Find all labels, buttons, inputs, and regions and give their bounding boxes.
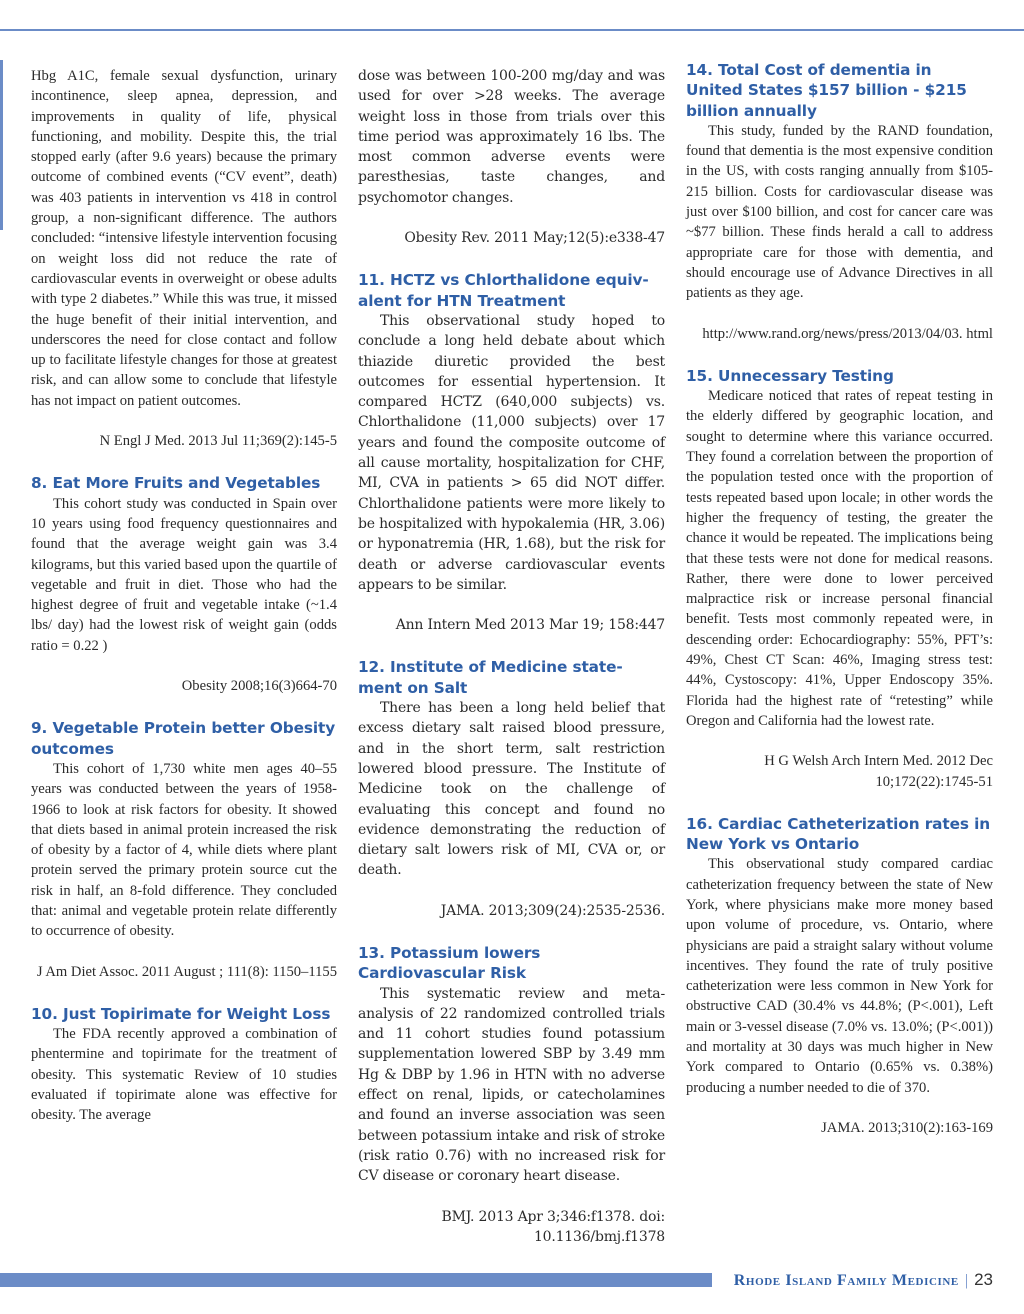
section-15-heading: 15. Unnecessary Testing <box>686 366 894 385</box>
section-13-heading: 13. Potassium lowers Cardiovascular Risk <box>358 943 541 983</box>
section-10-heading: 10. Just Topirimate for Weight Loss <box>31 1004 331 1023</box>
footer-separator: | <box>964 1272 969 1289</box>
section-14-body: This study, funded by the RAND foundation, found that dementia is the most expensive condition in the US, with costs ranging annually from $105-215 billion. Costs for cardiovascular disease was just over $100 billion, and cost for cancer care was ~$77 billion. These finds herald a call to address appropriate care for those with dementia, and should encourage use of Advance Directives in all patients as they age. <box>686 122 993 302</box>
footer-bar <box>0 1273 712 1287</box>
citation: H G Welsh Arch Intern Med. 2012 Dec 10;172(22):1745-51 <box>764 753 993 790</box>
section-10-body: The FDA recently approved a combination of phentermine and topirimate for the treatment of obesity. This systematic Review of 10 studies evaluated if topirimate alone was effective for obesity. The average <box>31 1026 337 1124</box>
citation: Ann Intern Med 2013 Mar 19; 158:447 <box>395 617 665 634</box>
citation: N Engl J Med. 2013 Jul 11;369(2):145-5 <box>99 433 337 450</box>
citation: JAMA. 2013;310(2):163-169 <box>821 1119 993 1136</box>
citation: JAMA. 2013;309(24):2535-2536. <box>440 902 665 919</box>
left-accent-bar <box>0 60 3 230</box>
top-rule <box>0 29 1024 31</box>
section-13-body: This systematic review and meta-analysis of 22 randomized controlled trials and 11 cohort studies found potassium supplementation lowered SBP by 3.49 mm Hg & DBP by 1.96 in HTN with no adverse effect on renal, lipids, or catecholamines and found an inverse association was seen between potassium intake and risk of stroke (risk ratio 0.76) with no increased risk for CV disease or coronary heart disease. <box>358 985 665 1185</box>
section-15-body: Medicare noticed that rates of repeat testing in the elderly differed by geographic location, and sought to determine where this variance occurred. They found a correlation between the proportion of the population tested once with the proportion of tests repeated based upon locale; in other words the higher the frequency of testing, the greater the chance it would be repeated. The implications being that these tests were not done for medical reasons. Rather, there were done to lower perceived malpractice risk or increase personal financial benefit. Tests most commonly repeated were, in descending order: Echocardiography: 55%, PFT’s: 49%, Chest CT Scan: 46%, Imaging stress test: 44%, Cystoscopy: 41%, Upper Endoscopy 35%. Florida had the highest rate of “retesting” while Oregon and California had the lowest rate. <box>686 388 993 729</box>
page-number: 23 <box>974 1270 993 1289</box>
citation-link[interactable]: http://www.rand.org/news/press/2013/04/03. html <box>702 325 993 342</box>
column-3 <box>686 60 993 1160</box>
section-9-heading: 9. Vegetable Protein better Obesity outcomes <box>31 719 336 758</box>
section-9-body: This cohort of 1,730 white men ages 40–55 years was conducted between the years of 1958-1966 to look at risk factors for obesity. It showed that diets based in animal protein increased the risk of obesity by a factor of 4, while diets where plant protein served the primary protein source cut the risk in half, an 8-fold difference. They concluded that: animal and vegetable protein relate differently to occurrence of obesity. <box>31 760 337 940</box>
citation: J Am Diet Assoc. 2011 August ; 111(8): 1150–1155 <box>36 963 337 980</box>
citation: Obesity 2008;16(3)664-70 <box>181 678 337 695</box>
citation: BMJ. 2013 Apr 3;346:f1378. doi: 10.1136/bmj.f1378 <box>441 1208 665 1245</box>
footer <box>734 1270 993 1290</box>
journal-name: Rhode Island Family Medicine <box>733 1272 959 1289</box>
section-10-continued: dose was between 100-200 mg/day and was used for over >28 weeks. The average weight loss in those from trials over this time period was approximately 16 lbs. The most common adverse events were paresthesias, taste changes, and psychomotor changes. <box>358 68 665 206</box>
section-12-body: There has been a long held belief that excess dietary salt raised blood pressure, and in the short term, salt restriction lowered blood pressure. The Institute of Medicine took on the challenge of evaluating this concept and found no evidence demonstrating the reduction of dietary salt lowers risk of MI, CVA or, or death. <box>358 700 665 879</box>
section-16-body: This observational study compared cardiac catheterization frequency between the state of New York, where physicians make more money based upon volume of procedure, vs. Ontario, where physicians are paid a straight salary without volume incentives. They found the rate of truly positive catheterization were less common in New York for obstructive CAD (30.4% vs 44.8%; (P<.001), Left main or 3-vessel disease (7.0% vs. 13.0%; (P<.001)) and mortality at 30 days was much higher in New York compared to Ontario (0.65% vs. 0.38%) producing a number needed to die of 370. <box>686 856 993 1096</box>
section-11-body: This observational study hoped to conclude a long held debate about which thiazide diuretic provided the best outcomes for essential hypertension. It compared HCTZ (640,000 subjects) vs. Chlorthalidone (11,000 subjects) over 17 years and found the composite outcome of all cause mortality, hospitalization for CHF, MI, CVA in patients > 65 did NOT differ. Chlorthalidone patients were more likely to be hospitalized with hypokalemia (HR, 3.06) or hyponatremia (HR, 1.68), but the risk for death or adverse cardiovascular events appears to be similar. <box>358 312 665 593</box>
intro-paragraph: Hbg A1C, female sexual dysfunction, urinary incontinence, sleep apnea, depression, and improvements in quality of life, physical functioning, and mobility. Despite this, the trial stopped early (after 9.6 years) because the primary outcome of combined events (“CV event”, death) was 403 patients in intervention vs 418 in control group, a non-significant difference. The authors concluded: “intensive lifestyle intervention focusing on weight loss did not reduce the rate of cardiovascular events in overweight or obese adults with type 2 diabetes.” While this was true, it missed the huge benefit of their initial intervention, and underscores the need for close contact and follow up to facilitate lifestyle changes for those at greatest risk, and can allow some to conclude that lifestyle has not impact on patient outcomes. <box>31 68 337 409</box>
column-2 <box>358 66 665 1269</box>
section-11-heading: 11. HCTZ vs Chlorthalidone equiv-alent for HTN Treatment <box>358 271 649 310</box>
section-16-heading: 16. Cardiac Catheterization rates in New York vs Ontario <box>686 814 991 854</box>
section-8-body: This cohort study was conducted in Spain over 10 years using food frequency questionnaires and found that the average weight gain was 3.4 kilograms, but this varied based upon the quartile of vegetable and fruit in diet. Those who had the highest degree of fruit and vegetable intake (~1.4 lbs/ day) had the lowest risk of weight gain (odds ratio = 0.22 ) <box>31 495 337 654</box>
section-12-heading: 12. Institute of Medicine state-ment on Salt <box>358 658 623 697</box>
column-1 <box>31 66 337 1126</box>
section-8-heading: 8. Eat More Fruits and Vegetables <box>31 474 321 493</box>
section-14-heading: 14. Total Cost of dementia in United States $157 billion - $215 billion annually <box>686 61 967 120</box>
citation: Obesity Rev. 2011 May;12(5):e338-47 <box>404 230 665 247</box>
